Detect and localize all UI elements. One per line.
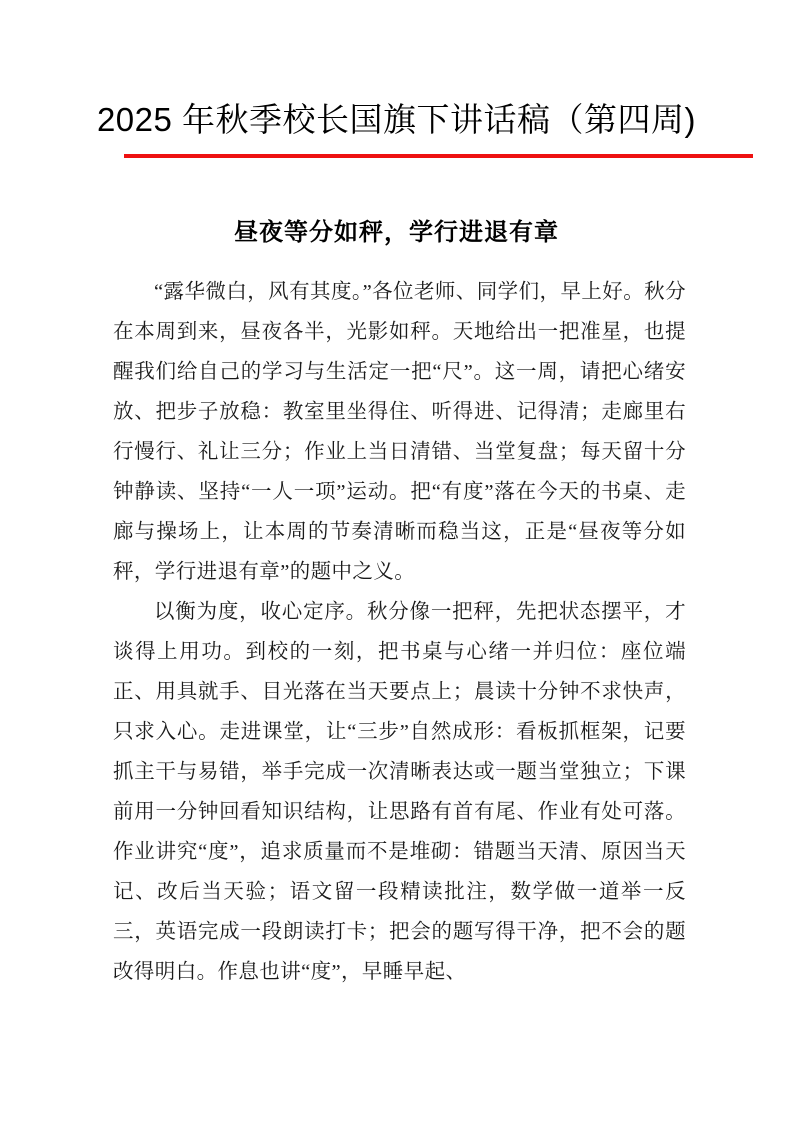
body-paragraph-1: “露华微白，风有其度。”各位老师、同学们，早上好。秋分在本周到来，昼夜各半，光影如秤。天地给出一把准星，也提醒我们给自己的学习与生活定一把“尺”。这一周，请把心绪安放、把步子放稳：教室里坐得住、听得进、记得清；走廊里右行慢行、礼让三分；作业上当日清错、当堂复盘；每天留十分钟静读、坚持“一人一项”运动。把“有度”落在今天的书桌、走廊与操场上，让本周的节奏清晰而稳当这，正是“昼夜等分如秤，学行进退有章”的题中之义。 — [113, 281, 686, 583]
title-block — [60, 96, 733, 144]
title-underline-rule — [124, 154, 753, 158]
page-title: 2025 年秋季校长国旗下讲话稿（第四周) — [96, 101, 697, 138]
body-paragraph-2: 以衡为度，收心定序。秋分像一把秤，先把状态摆平，才谈得上用功。到校的一刻，把书桌与心绪一并归位：座位端正、用具就手、目光落在当天要点上；晨读十分钟不求快声，只求入心。走进课堂，让“三步”自然成形：看板抓框架，记要抓主干与易错，举手完成一次清晰表达或一题当堂独立；下课前用一分钟回看知识结构，让思路有首有尾、作业有处可落。作业讲究“度”，追求质量而不是堆砌：错题当天清、原因当天记、改后当天验；语文留一段精读批注，数学做一道举一反三，英语完成一段朗读打卡；把会的题写得干净，把不会的题改得明白。作息也讲“度”，早睡早起、 — [113, 601, 686, 983]
document-subtitle: 昼夜等分如秤，学行进退有章 — [234, 220, 559, 246]
document-body — [113, 272, 686, 992]
